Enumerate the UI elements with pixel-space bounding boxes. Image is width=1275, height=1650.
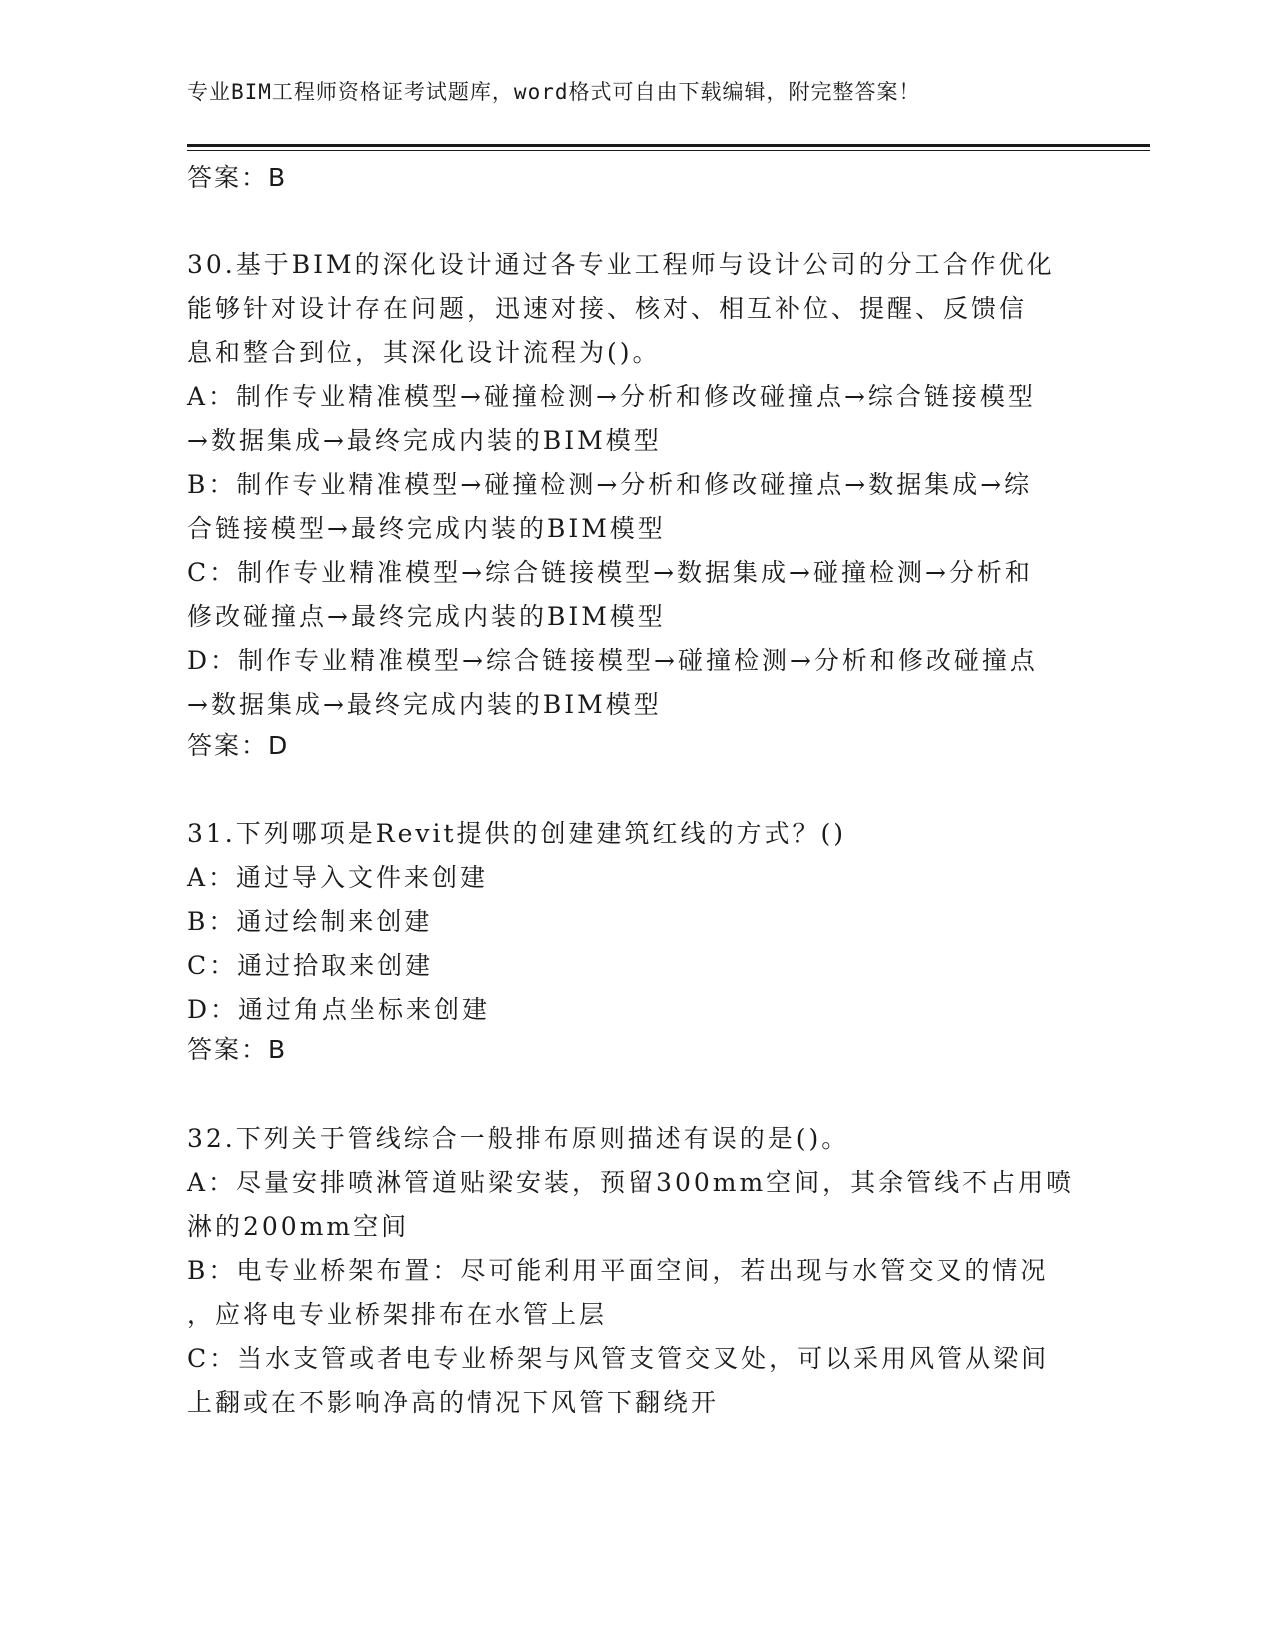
q30-option-c-line-1: C：制作专业精准模型→综合链接模型→数据集成→碰撞检测→分析和 — [187, 558, 1033, 587]
q32-option-c-line-1: C：当水支管或者电专业桥架与风管支管交叉处，可以采用风管从梁间 — [187, 1344, 1050, 1373]
q31-option-d: D：通过角点坐标来创建 — [187, 995, 491, 1024]
q31-option-b: B：通过绘制来创建 — [187, 907, 433, 936]
q30-option-a-line-2: →数据集成→最终完成内装的BIM模型 — [187, 426, 662, 455]
q31-option-c: C：通过拾取来创建 — [187, 951, 434, 980]
q30-option-c-line-2: 修改碰撞点→最终完成内装的BIM模型 — [187, 602, 666, 631]
q30-option-a-line-1: A：制作专业精准模型→碰撞检测→分析和修改碰撞点→综合链接模型 — [187, 382, 1036, 411]
header-rule-thick — [187, 144, 1150, 147]
q30-answer: 答案：D — [187, 731, 290, 760]
q30-text-line-3: 息和整合到位，其深化设计流程为()。 — [187, 338, 661, 367]
q30-option-d-line-1: D：制作专业精准模型→综合链接模型→碰撞检测→分析和修改碰撞点 — [187, 646, 1038, 675]
q32-option-a-line-2: 淋的200mm空间 — [187, 1212, 410, 1241]
q30-text-line-2: 能够针对设计存在问题，迅速对接、核对、相互补位、提醒、反馈信 — [187, 294, 1028, 323]
q32-question: 32.下列关于管线综合一般排布原则描述有误的是()。 — [187, 1124, 850, 1153]
q30-option-b-line-2: 合链接模型→最终完成内装的BIM模型 — [187, 514, 666, 543]
answer-prev: 答案：B — [187, 163, 288, 192]
header-rule-thin — [187, 150, 1150, 151]
q30-text-line-1: 30.基于BIM的深化设计通过各专业工程师与设计公司的分工合作优化 — [187, 250, 1055, 279]
q32-option-a-line-1: A：尽量安排喷淋管道贴梁安装，预留300mm空间，其余管线不占用喷 — [187, 1168, 1075, 1197]
q32-option-b-line-1: B：电专业桥架布置：尽可能利用平面空间，若出现与水管交叉的情况 — [187, 1256, 1049, 1285]
q32-option-c-line-2: 上翻或在不影响净高的情况下风管下翻绕开 — [187, 1388, 720, 1417]
q31-answer: 答案：B — [187, 1035, 288, 1064]
page-header: 专业BIM工程师资格证考试题库，word格式可自由下载编辑，附完整答案！ — [187, 80, 921, 104]
q30-option-d-line-2: →数据集成→最终完成内装的BIM模型 — [187, 690, 662, 719]
q31-option-a: A：通过导入文件来创建 — [187, 863, 489, 892]
q31-question: 31.下列哪项是Revit提供的创建建筑红线的方式？() — [187, 819, 847, 848]
q32-option-b-line-2: ，应将电专业桥架排布在水管上层 — [187, 1300, 608, 1329]
q30-option-b-line-1: B：制作专业精准模型→碰撞检测→分析和修改碰撞点→数据集成→综 — [187, 470, 1033, 499]
